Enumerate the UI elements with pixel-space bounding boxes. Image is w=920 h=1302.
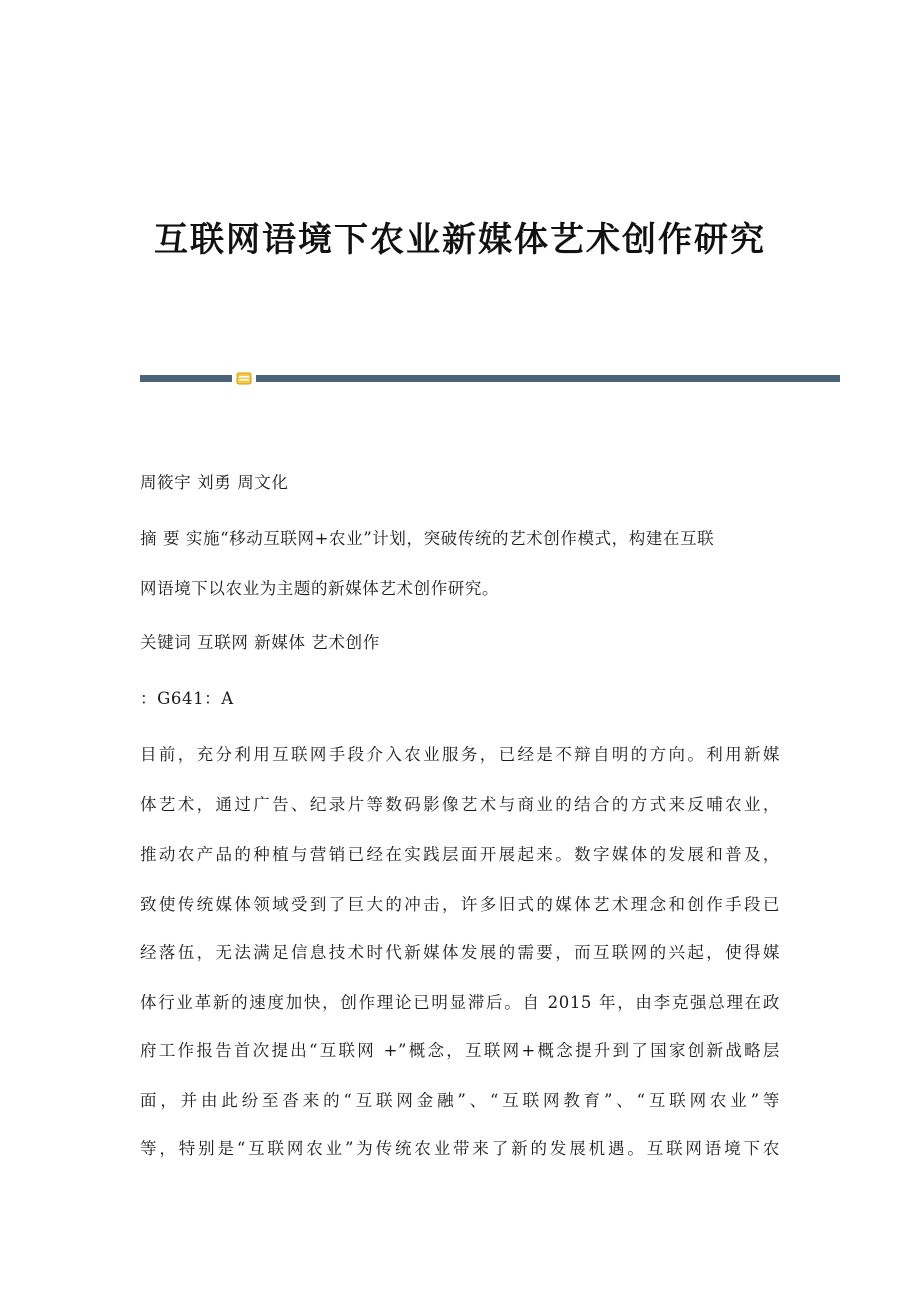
body-line: 等，特别是“互联网农业”为传统农业带来了新的发展机遇。互联网语境下农 — [140, 1139, 780, 1158]
body-line: 体行业革新的速度加快，创作理论已明显滞后。自 2015 年，由李克强总理在政 — [140, 993, 780, 1012]
body-line: 致使传统媒体领域受到了巨大的冲击，许多旧式的媒体艺术理念和创作手段已 — [140, 895, 780, 914]
document-title: 互联网语境下农业新媒体艺术创作研究 — [154, 220, 766, 260]
body-line: 体艺术，通过广告、纪录片等数码影像艺术与商业的结合的方式来反哺农业， — [140, 795, 780, 814]
body-line: 府工作报告首次提出“互联网 +”概念，互联网+概念提升到了国家创新战略层 — [140, 1041, 780, 1060]
body-line: 目前，充分利用互联网手段介入农业服务，已经是不辩自明的方向。利用新媒 — [140, 745, 780, 764]
body-line: 面，并由此纷至沓来的“互联网金融”、“互联网教育”、“互联网农业”等 — [140, 1091, 780, 1110]
classification-code: ：G641：A — [140, 689, 234, 708]
divider-ornament-icon — [236, 372, 252, 385]
body-line: 推动农产品的种植与营销已经在实践层面开展起来。数字媒体的发展和普及， — [140, 845, 780, 864]
keywords: 关键词 互联网 新媒体 艺术创作 — [140, 633, 380, 652]
title-divider — [140, 372, 840, 386]
abstract-line-2: 网语境下以农业为主题的新媒体艺术创作研究。 — [140, 579, 500, 598]
body-line: 经落伍，无法满足信息技术时代新媒体发展的需要，而互联网的兴起，使得媒 — [140, 943, 780, 962]
divider-bar-left — [140, 375, 232, 382]
authors: 周筱宇 刘勇 周文化 — [140, 473, 289, 492]
divider-bar-right — [256, 375, 840, 382]
abstract-line-1: 摘 要 实施“移动互联网+农业”计划，突破传统的艺术创作模式，构建在互联 — [140, 529, 715, 548]
